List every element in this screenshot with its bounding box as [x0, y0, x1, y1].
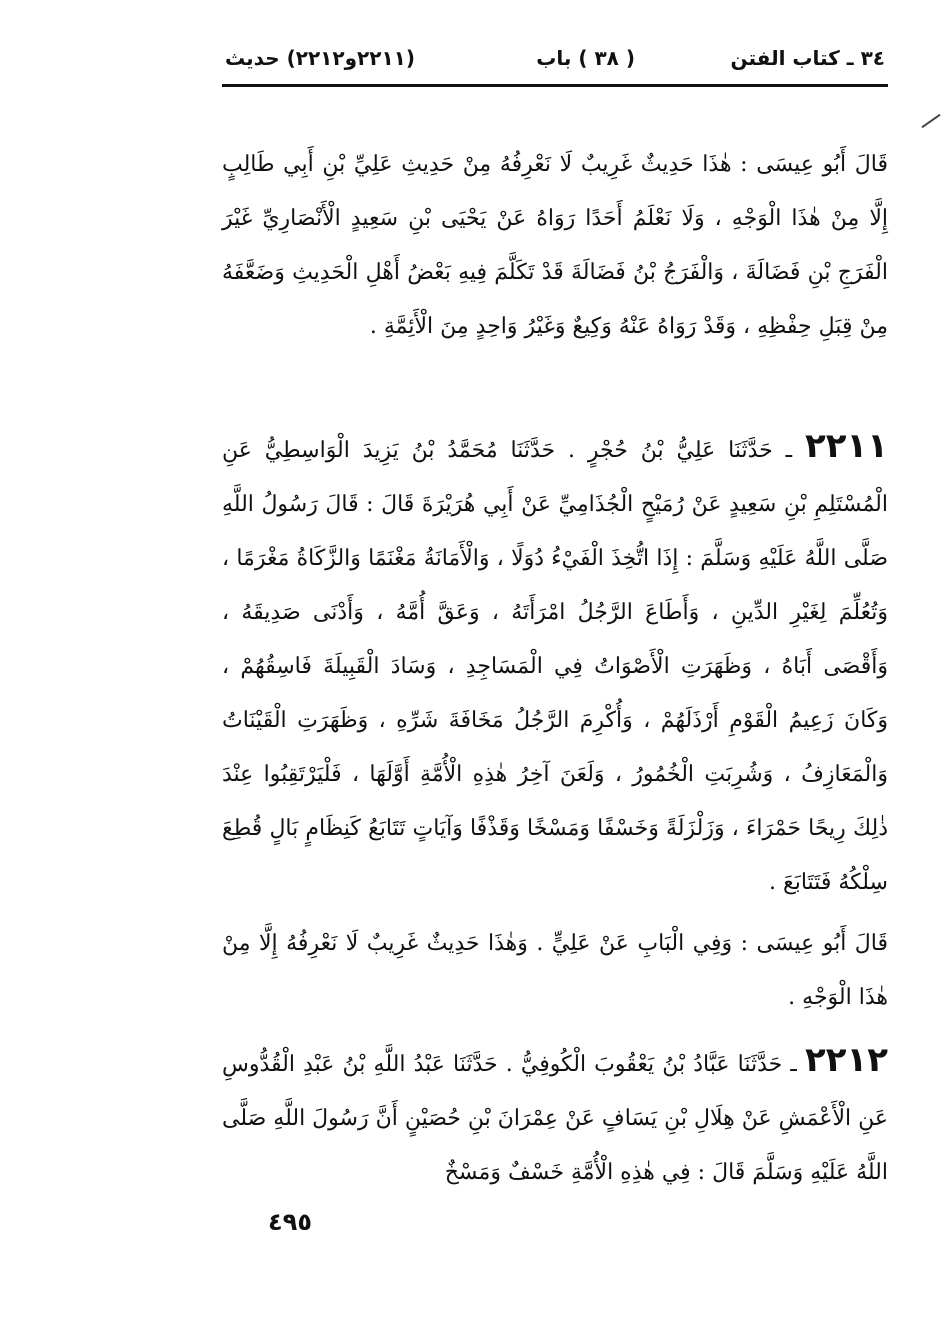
paragraph-text: ـ حَدَّثَنَا عَلِيُّ بْنُ حُجْرٍ . حَدَّثَنَا مُحَمَّدُ بْنُ يَزِيدَ الْوَاسِطِيُّ عَنِ الْمُسْتَلِمِ بْنِ سَعِيدٍ عَنْ رُمَيْحٍ الْجُذَامِيِّ عَنْ أَبِي هُرَيْرَةَ قَالَ : قَالَ رَسُولُ اللَّهِ صَلَّى اللَّهُ عَلَيْهِ وَسَلَّمَ : إِذَا اتُّخِذَ الْفَيْءُ دُوَلًا ، وَالْأَمَانَةُ مَغْنَمًا وَالزَّكَاةُ مَغْرَمًا ، وَتُعُلِّمَ لِغَيْرِ الدِّينِ ، وَأَطَاعَ الرَّجُلُ امْرَأَتَهُ ، وَعَقَّ أُمَّهُ ، وَأَدْنَى صَدِيقَهُ ، وَأَقْصَى أَبَاهُ ، وَظَهَرَتِ الْأَصْوَاتُ فِي الْمَسَاجِدِ ، وَسَادَ الْقَبِيلَةَ فَاسِقُهُمْ ، وَكَانَ زَعِيمُ الْقَوْمِ أَرْذَلَهُمْ ، وَأُكْرِمَ الرَّجُلُ مَخَافَةَ شَرِّهِ ، وَظَهَرَتِ الْقَيْنَاتُ وَالْمَعَازِفُ ، وَشُرِبَتِ الْخُمُورُ ، وَلَعَنَ آخِرُ هٰذِهِ الْأُمَّةِ أَوَّلَهَا ، فَلْيَرْتَقِبُوا عِنْدَ ذٰلِكَ رِيحًا حَمْرَاءَ ، وَزَلْزَلَةً وَخَسْفًا وَمَسْخًا وَقَذْفًا وَآيَاتٍ تَتَابَعُ كَنِظَامٍ بَالٍ قُطِعَ سِلْكُهُ فَتَتَابَعَ .: [222, 438, 888, 895]
hadith-2212: [222, 1033, 888, 1200]
hadith-range: (٢٢١١و٢٢١٢) حديث: [225, 46, 415, 70]
hadith-number: ٢٢١١: [805, 426, 889, 466]
hadith-number: ٢٢١٢: [804, 1040, 888, 1080]
hadith-2211: [222, 419, 888, 910]
commentary-paragraph: [222, 917, 888, 1025]
paragraph-text: قَالَ أَبُو عِيسَى : وَفِي الْبَابِ عَنْ عَلِيٍّ . وَهٰذَا حَدِيثٌ غَرِيبٌ لَا نَعْرِفُهُ إِلَّا مِنْ هٰذَا الْوَجْهِ .: [222, 931, 888, 1010]
margin-mark: [921, 114, 940, 128]
page-number: ٤٩٥: [268, 1208, 312, 1236]
paragraph-text: ـ حَدَّثَنَا عَبَّادُ بْنُ يَعْقُوبَ الْكُوفِيُّ . حَدَّثَنَا عَبْدُ اللَّهِ بْنُ عَبْدِ الْقُدُّوسِ عَنِ الْأَعْمَشِ عَنْ هِلَالِ بْنِ يَسَافٍ عَنْ عِمْرَانَ بْنِ حُصَيْنٍ أَنَّ رَسُولَ اللَّهِ صَلَّى اللَّهُ عَلَيْهِ وَسَلَّمَ قَالَ : فِي هٰذِهِ الْأُمَّةِ خَسْفٌ وَمَسْخٌ: [222, 1052, 888, 1185]
chapter-title: ٣٤ ـ كتاب الفتن: [730, 46, 885, 70]
bab-label: ( ٣٨ ) باب: [536, 46, 635, 70]
header-rule: [222, 84, 888, 87]
running-header: [225, 40, 885, 80]
commentary-paragraph: [222, 138, 888, 354]
paragraph-text: قَالَ أَبُو عِيسَى : هٰذَا حَدِيثٌ غَرِيبٌ لَا نَعْرِفُهُ مِنْ حَدِيثِ عَلِيِّ بْنِ أَبِي طَالِبٍ إِلَّا مِنْ هٰذَا الْوَجْهِ ، وَلَا نَعْلَمُ أَحَدًا رَوَاهُ عَنْ يَحْيَى بْنِ سَعِيدٍ الْأَنْصَارِيِّ غَيْرَ الْفَرَجِ بْنِ فَضَالَةَ ، وَالْفَرَجُ بْنُ فَضَالَةَ قَدْ تَكَلَّمَ فِيهِ بَعْضُ أَهْلِ الْحَدِيثِ وَضَعَّفَهُ مِنْ قِبَلِ حِفْظِهِ ، وَقَدْ رَوَاهُ عَنْهُ وَكِيعٌ وَغَيْرُ وَاحِدٍ مِنَ الْأَئِمَّةِ .: [222, 152, 888, 339]
